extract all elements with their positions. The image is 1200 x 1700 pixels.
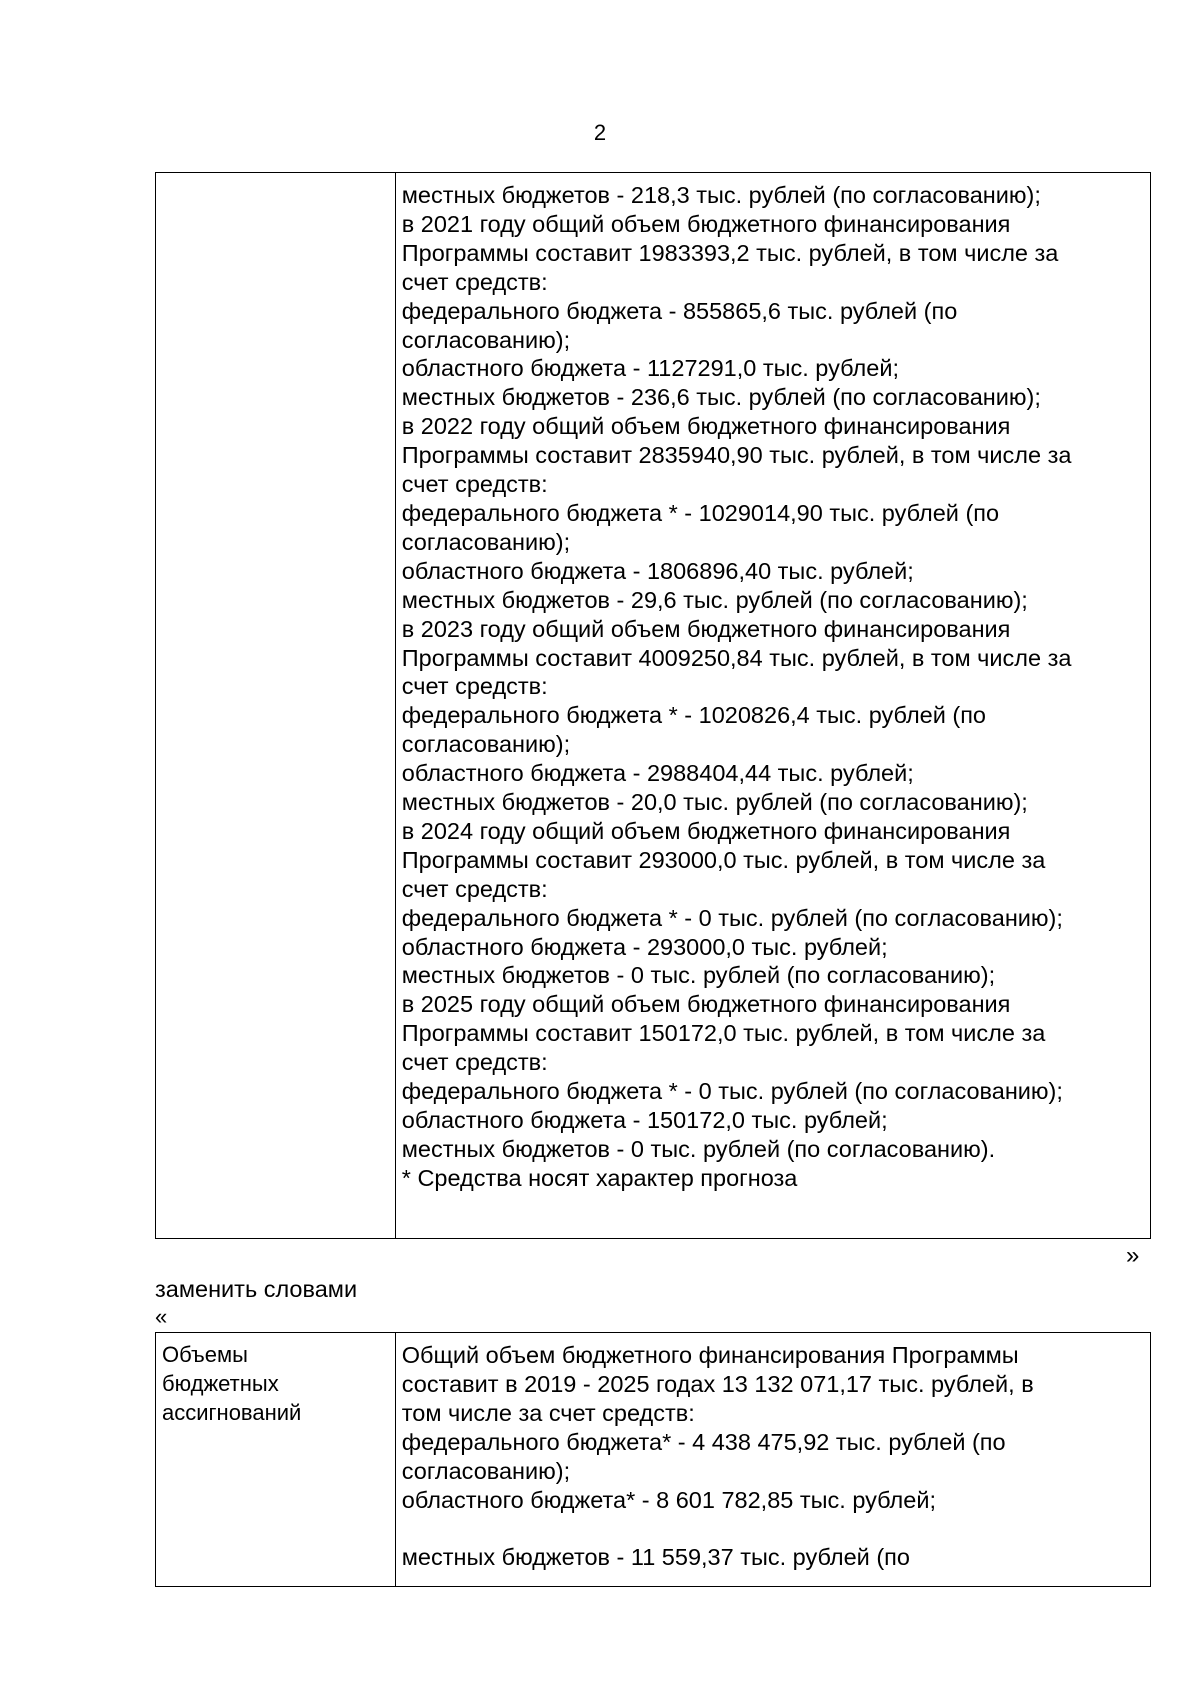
text-line: согласованию);	[401, 528, 571, 555]
page-number: 2	[593, 120, 607, 145]
closing-quote: »	[1126, 1242, 1140, 1269]
text-line: федерального бюджета * - 0 тыс. рублей (по согласованию);	[401, 904, 1063, 931]
table1-left-cell	[156, 173, 396, 1238]
text-line: счет средств:	[401, 875, 548, 902]
text-line: федерального бюджета * - 0 тыс. рублей (по согласованию);	[401, 1078, 1063, 1105]
text-line: местных бюджетов - 11 559,37 тыс. рублей (по	[401, 1544, 910, 1571]
text-line: согласованию);	[401, 731, 571, 758]
text-line: Программы составит 150172,0 тыс. рублей, в том числе за	[401, 1020, 1046, 1047]
table2-right-cell	[396, 1333, 1150, 1586]
text-line: местных бюджетов - 20,0 тыс. рублей (по согласованию);	[401, 789, 1028, 816]
text-line: согласованию);	[401, 326, 571, 353]
row-heading-line: Объемы	[162, 1342, 248, 1367]
text-line: федерального бюджета* - 4 438 475,92 тыс. рублей (по	[401, 1428, 1006, 1455]
budget-table-original	[155, 172, 1151, 1239]
footnote-line: * Средства носят характер прогноза	[401, 1164, 798, 1191]
text-line: местных бюджетов - 0 тыс. рублей (по согласованию).	[401, 1135, 996, 1162]
text-line: областного бюджета - 150172,0 тыс. рублей;	[401, 1107, 888, 1133]
text-line: в 2021 году общий объем бюджетного финансирования	[401, 210, 1011, 237]
text-line: областного бюджета - 2988404,44 тыс. рублей;	[401, 760, 914, 787]
opening-quote: «	[155, 1304, 168, 1329]
text-line: Программы составит 4009250,84 тыс. рублей, в том числе за	[401, 644, 1072, 671]
text-line: согласованию);	[401, 1457, 571, 1484]
text-line: в 2022 году общий объем бюджетного финансирования	[401, 413, 1011, 440]
replace-instruction: заменить словами	[155, 1276, 358, 1302]
text-line: местных бюджетов - 218,3 тыс. рублей (по согласованию);	[401, 182, 1041, 208]
text-line: Программы составит 2835940,90 тыс. рублей, в том числе за	[401, 442, 1072, 469]
blank-line	[402, 1514, 1144, 1543]
text-line: в 2025 году общий объем бюджетного финансирования	[401, 991, 1011, 1018]
text-line: местных бюджетов - 29,6 тыс. рублей (по согласованию);	[401, 586, 1028, 613]
text-line: в 2023 году общий объем бюджетного финансирования	[401, 615, 1011, 642]
table2-left-cell	[156, 1333, 396, 1586]
text-line: местных бюджетов - 0 тыс. рублей (по согласованию);	[401, 962, 996, 989]
text-line: федерального бюджета * - 1020826,4 тыс. рублей (по	[401, 702, 987, 729]
text-line: в 2024 году общий объем бюджетного финансирования	[401, 817, 1011, 844]
budget-table-replacement	[155, 1332, 1151, 1587]
text-line: счет средств:	[401, 673, 548, 700]
text-line: Общий объем бюджетного финансирования Программы	[401, 1342, 1019, 1368]
text-line: областного бюджета - 293000,0 тыс. рублей;	[401, 933, 888, 960]
text-line: местных бюджетов - 236,6 тыс. рублей (по согласованию);	[401, 384, 1041, 411]
text-line: счет средств:	[401, 1049, 548, 1076]
text-line: областного бюджета - 1806896,40 тыс. рублей;	[401, 557, 914, 584]
text-line: областного бюджета - 1127291,0 тыс. рублей;	[401, 355, 899, 382]
text-line: Программы составит 293000,0 тыс. рублей, в том числе за	[401, 846, 1046, 873]
text-line: том числе за счет средств:	[401, 1399, 695, 1426]
text-line: Программы составит 1983393,2 тыс. рублей, в том числе за	[401, 239, 1059, 266]
text-line: областного бюджета* - 8 601 782,85 тыс. рублей;	[401, 1486, 936, 1513]
text-line: счет средств:	[401, 471, 548, 498]
text-line: федерального бюджета * - 1029014,90 тыс. рублей (по	[401, 499, 1000, 526]
text-line: составит в 2019 - 2025 годах 13 132 071,17 тыс. рублей, в	[401, 1370, 1034, 1397]
row-heading-line: бюджетных	[162, 1370, 279, 1396]
row-heading-line: ассигнований	[162, 1399, 302, 1425]
text-line: федерального бюджета - 855865,6 тыс. рублей (по	[401, 297, 958, 324]
text-line: счет средств:	[401, 268, 548, 295]
table1-right-cell	[396, 173, 1150, 1238]
